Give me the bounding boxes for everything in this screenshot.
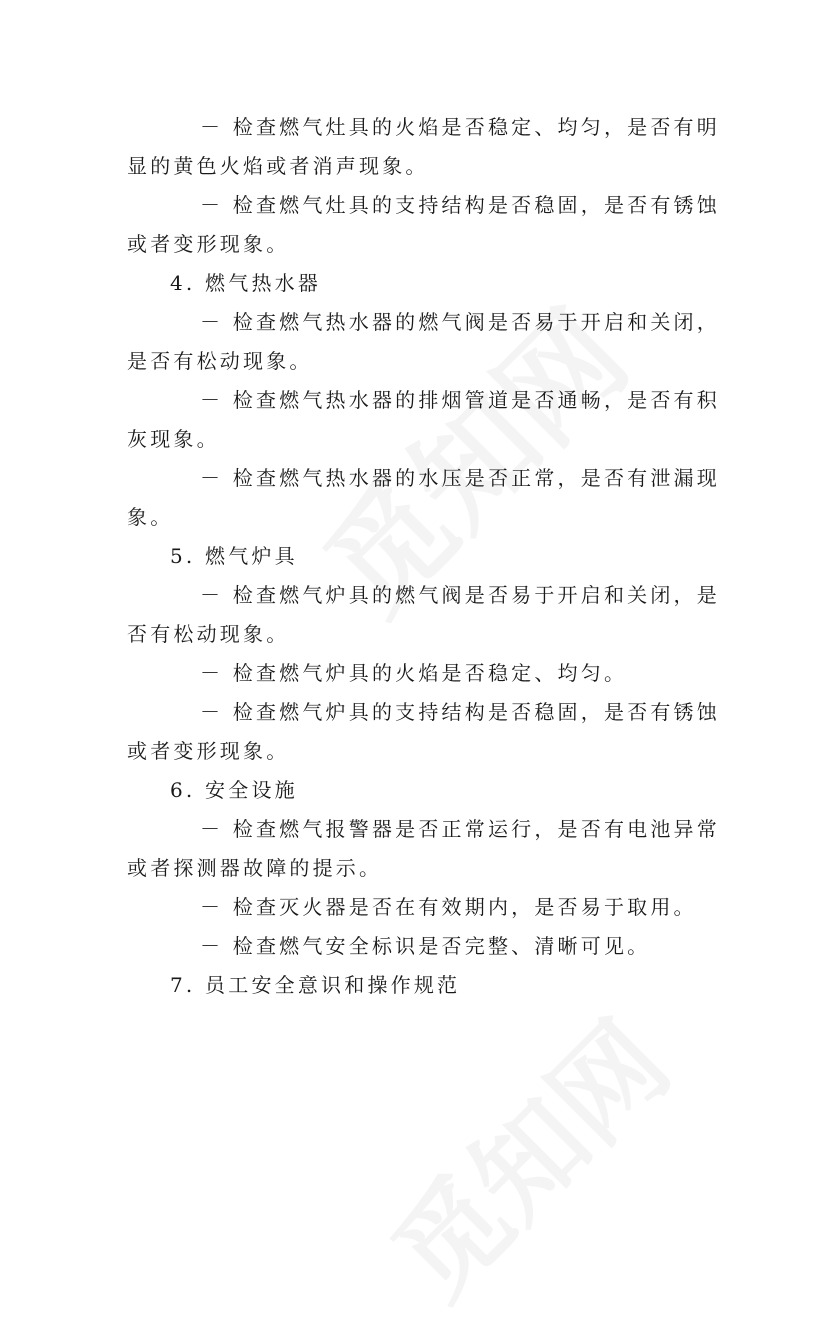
text-line: 否有松动现象。 <box>127 622 290 646</box>
text-line: － 检查燃气安全标识是否完整、清晰可见。 <box>200 934 651 958</box>
text-line: 象。 <box>127 505 174 529</box>
text-line: － 检查燃气灶具的火焰是否稳定、均匀，是否有明 <box>200 115 720 139</box>
text-line: 是否有松动现象。 <box>127 349 313 373</box>
text-line: － 检查燃气炉具的支持结构是否稳固，是否有锈蚀 <box>200 700 720 724</box>
section-heading: 7. 员工安全意识和操作规范 <box>170 973 461 997</box>
text-line: － 检查燃气炉具的燃气阀是否易于开启和关闭，是 <box>200 583 720 607</box>
text-line: － 检查燃气热水器的排烟管道是否通畅，是否有积 <box>200 388 720 412</box>
section-heading: 4. 燃气热水器 <box>170 271 322 295</box>
section-heading: 6. 安全设施 <box>170 778 298 802</box>
text-line: 或者变形现象。 <box>127 232 290 256</box>
section-heading: 5. 燃气炉具 <box>170 544 298 568</box>
text-line: － 检查燃气报警器是否正常运行，是否有电池异常 <box>200 817 720 841</box>
watermark <box>352 981 697 1326</box>
text-line: 显的黄色火焰或者消声现象。 <box>127 154 429 178</box>
text-line: 或者变形现象。 <box>127 739 290 763</box>
text-line: － 检查燃气热水器的燃气阀是否易于开启和关闭， <box>200 310 720 334</box>
text-line: － 检查灭火器是否在有效期内，是否易于取用。 <box>200 895 697 919</box>
text-line: － 检查燃气热水器的水压是否正常，是否有泄漏现 <box>200 466 720 490</box>
document-body <box>127 108 720 1005</box>
text-line: 灰现象。 <box>127 427 220 451</box>
text-line: － 检查燃气灶具的支持结构是否稳固，是否有锈蚀 <box>200 193 720 217</box>
text-line: － 检查燃气炉具的火焰是否稳定、均匀。 <box>200 661 628 685</box>
text-line: 或者探测器故障的提示。 <box>127 856 383 880</box>
